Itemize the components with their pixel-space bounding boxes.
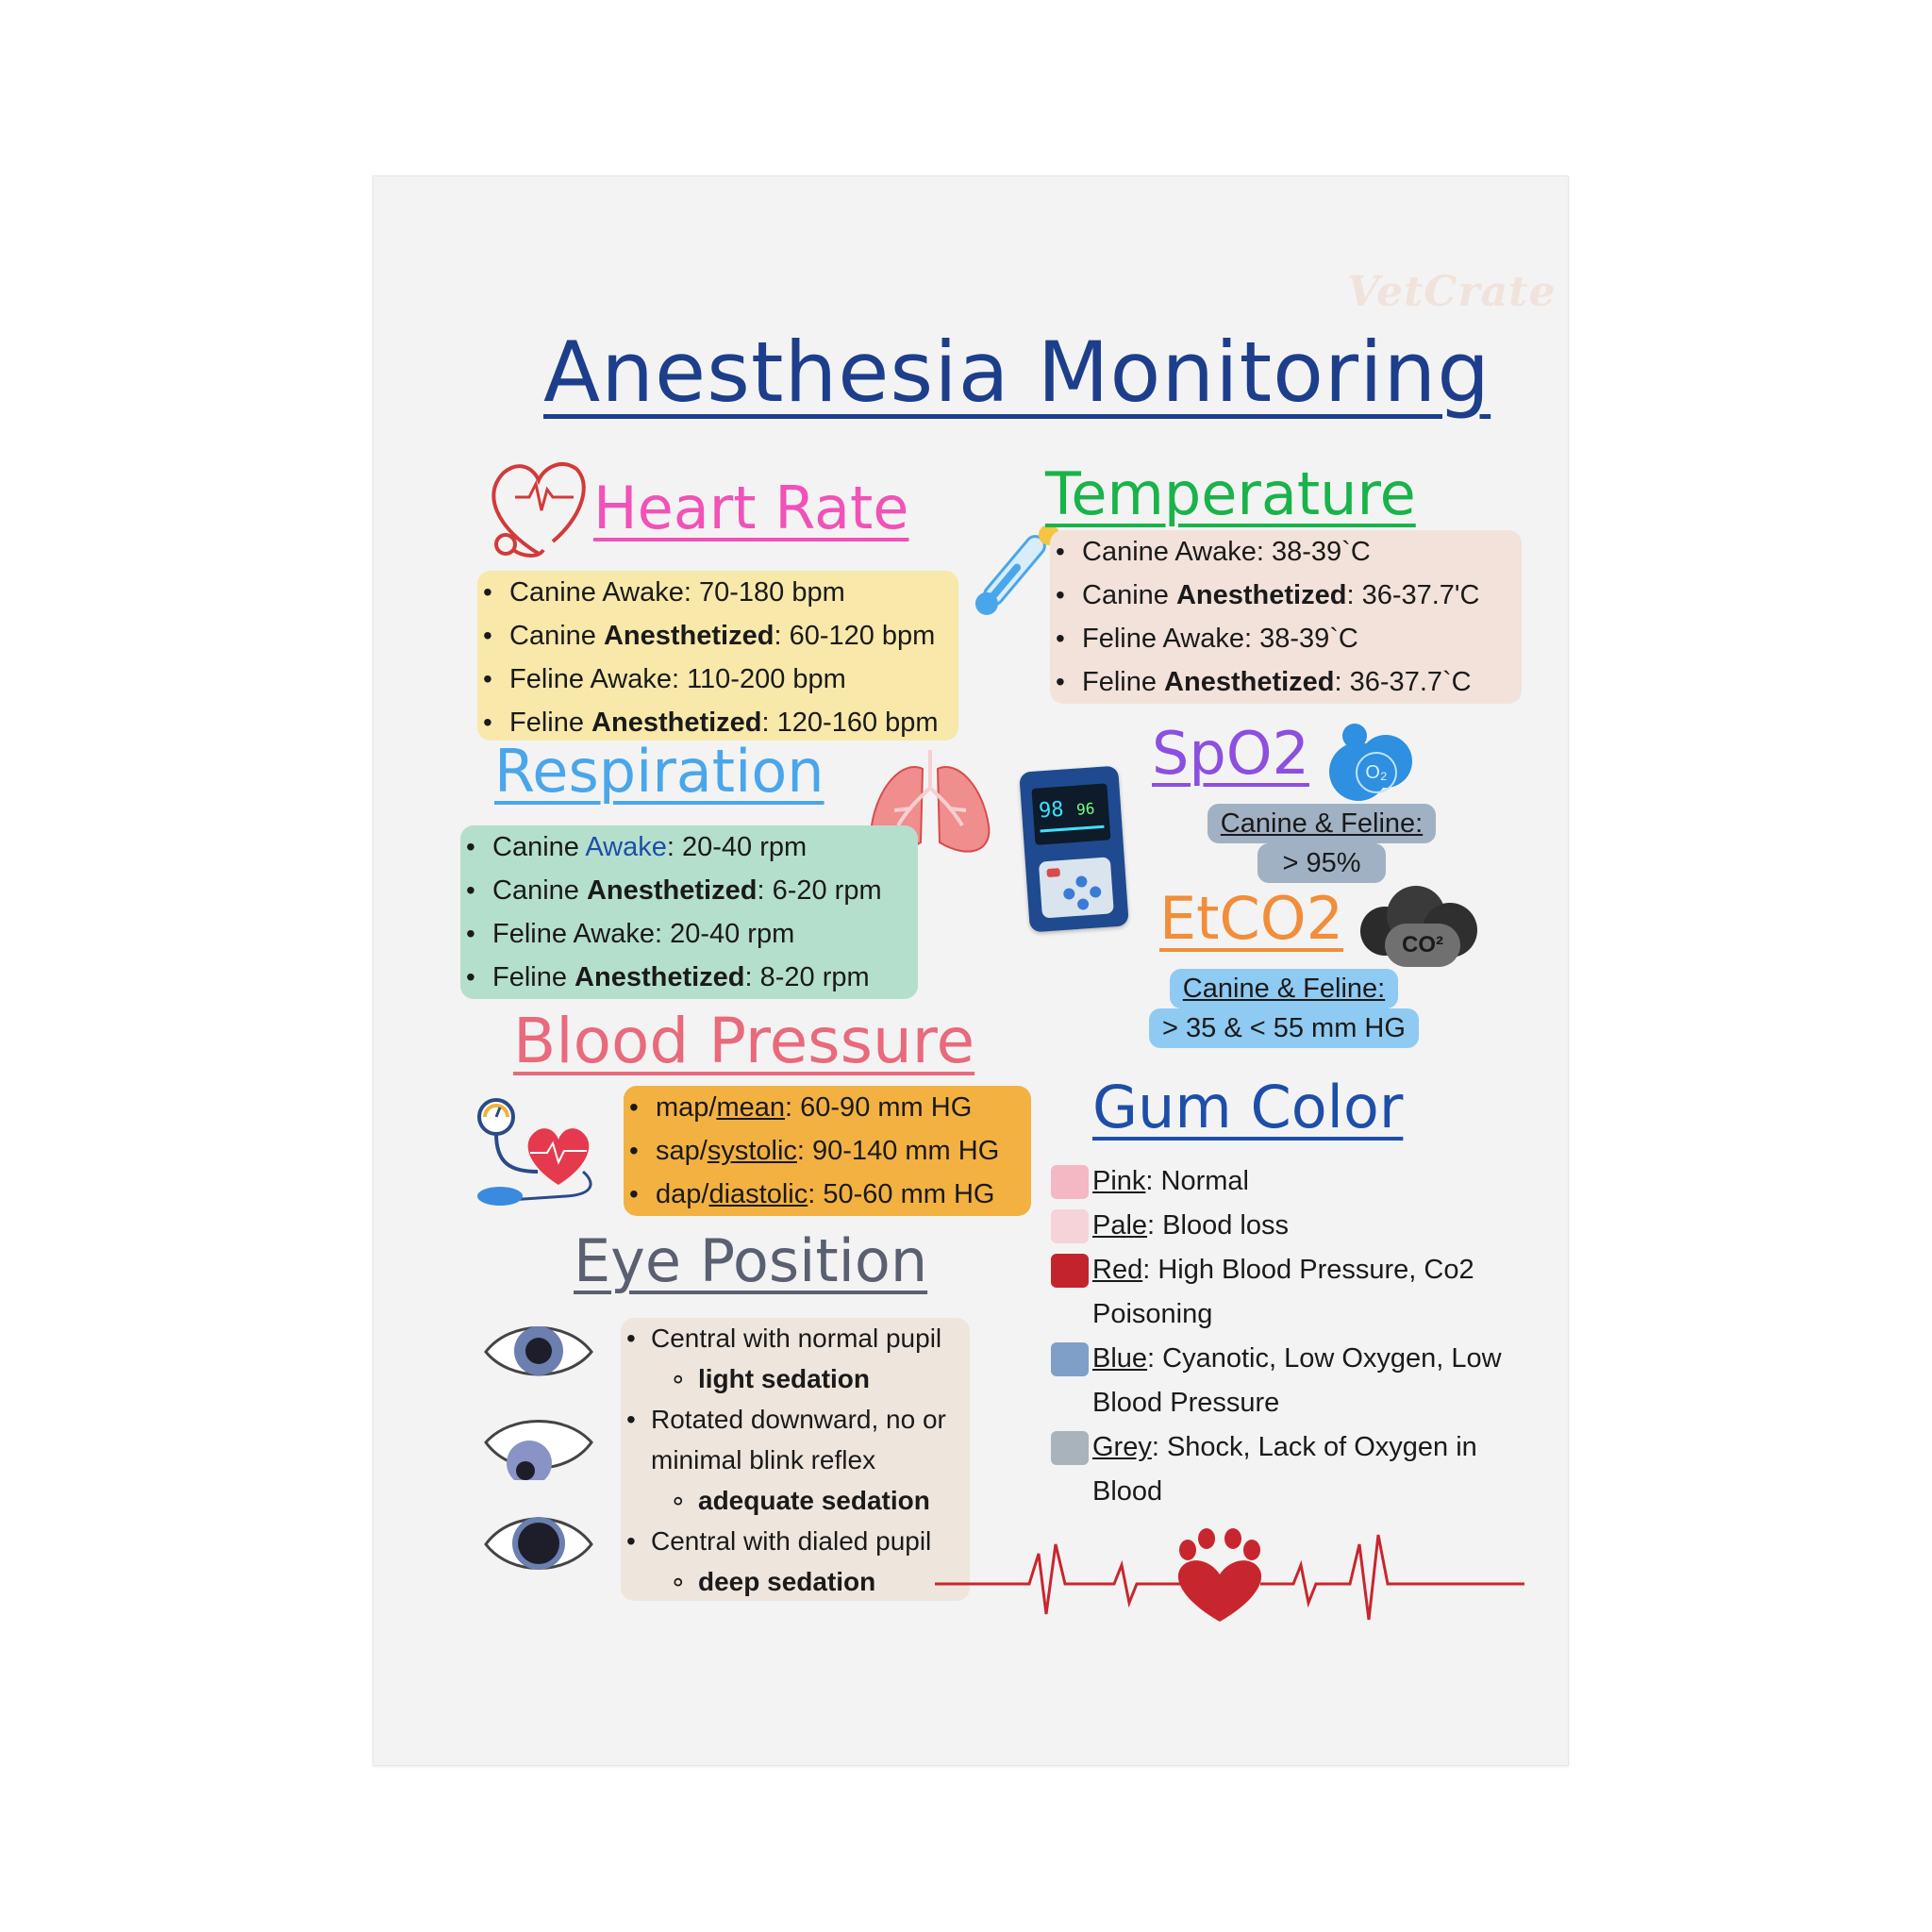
list-item: Red: High Blood Pressure, Co2	[1092, 1255, 1474, 1285]
list-item-cont: Poisoning	[1092, 1299, 1213, 1329]
list-item: • Feline Awake: 20-40 rpm	[460, 912, 918, 956]
gum-color-title: Gum Color	[1092, 1073, 1404, 1141]
list-item: • sap/systolic: 90-140 mm HG	[624, 1129, 1031, 1173]
list-item-cont: minimal blink reflex	[651, 1445, 876, 1474]
list-item: Pink: Normal	[1092, 1166, 1249, 1196]
list-item: • Canine Anesthetized: 36-37.7'C	[1050, 574, 1522, 617]
etco2-box: Canine & Feline: > 35 & < 55 mm HG	[1142, 969, 1425, 1048]
list-sub-item: ∘ adequate sedation	[670, 1486, 930, 1515]
list-item: • Feline Anesthetized: 36-37.7`C	[1050, 660, 1522, 704]
list-item: • Canine Anesthetized: 60-120 bpm	[477, 614, 958, 658]
temperature-title: Temperature	[1045, 459, 1416, 528]
gum-swatch-blue	[1051, 1342, 1089, 1376]
eye-dilated-pupil-icon	[482, 1508, 595, 1578]
list-item: • Feline Anesthetized: 120-160 bpm	[477, 701, 958, 744]
blood-pressure-cuff-icon	[472, 1096, 613, 1209]
pulse-oximeter-icon: 98 96	[1019, 766, 1129, 933]
list-item: • Feline Anesthetized: 8-20 rpm	[460, 956, 918, 999]
spo2-box: Canine & Feline: > 95%	[1201, 804, 1442, 883]
list-item: • Feline Awake: 110-200 bpm	[477, 658, 958, 701]
poster	[373, 175, 1569, 1766]
list-item: Blue: Cyanotic, Low Oxygen, Low	[1092, 1343, 1502, 1374]
list-item: Pale: Blood loss	[1092, 1210, 1289, 1241]
list-item: • Canine Awake: 70-180 bpm	[477, 571, 958, 614]
eye-rotated-down-icon	[482, 1414, 595, 1480]
thermometer-icon	[958, 524, 1062, 627]
ekg-paw-heart-icon	[935, 1516, 1524, 1629]
list-item: • Feline Awake: 38-39`C	[1050, 617, 1522, 660]
list-item: • Canine Anesthetized: 6-20 rpm	[460, 869, 918, 912]
etco2-title: EtCO2	[1159, 884, 1344, 953]
gum-swatch-red	[1051, 1254, 1089, 1288]
blood-pressure-box	[624, 1086, 1031, 1216]
oxygen-bubble-icon: O₂	[1322, 724, 1416, 805]
list-item: Grey: Shock, Lack of Oxygen in	[1092, 1432, 1477, 1462]
list-item-cont: Blood	[1092, 1476, 1163, 1507]
watermark: VetCrate	[1347, 268, 1557, 316]
eye-central-normal-icon	[482, 1318, 595, 1384]
list-item: • Rotated downward, no or	[626, 1405, 946, 1434]
list-sub-item: ∘ deep sedation	[670, 1567, 876, 1596]
temperature-box	[1050, 530, 1522, 704]
respiration-title: Respiration	[494, 737, 824, 806]
heart-rate-box	[477, 571, 958, 741]
list-item: • Central with dialed pupil	[626, 1526, 932, 1556]
list-item-cont: Blood Pressure	[1092, 1388, 1280, 1418]
gum-swatch-pale	[1051, 1209, 1089, 1243]
gum-swatch-pink	[1051, 1165, 1089, 1199]
list-item: • Canine Awake: 38-39`C	[1050, 530, 1522, 574]
eye-position-box	[621, 1318, 970, 1601]
heart-rate-title: Heart Rate	[593, 474, 909, 542]
respiration-box	[460, 825, 918, 999]
list-item: • Central with normal pupil	[626, 1324, 942, 1353]
list-item: • map/mean: 60-90 mm HG	[624, 1086, 1031, 1129]
list-sub-item: ∘ light sedation	[670, 1364, 870, 1393]
list-item: • dap/diastolic: 50-60 mm HG	[624, 1173, 1031, 1216]
eye-position-title: Eye Position	[574, 1226, 928, 1295]
gum-swatch-grey	[1051, 1431, 1089, 1465]
page-title: Anesthesia Monitoring	[543, 324, 1491, 421]
blood-pressure-title: Blood Pressure	[513, 1005, 975, 1077]
heart-stethoscope-icon	[487, 452, 591, 565]
spo2-title: SpO2	[1152, 719, 1309, 788]
co2-cloud-icon: CO²	[1360, 886, 1477, 971]
list-item: • Canine Awake: 20-40 rpm	[460, 825, 918, 869]
